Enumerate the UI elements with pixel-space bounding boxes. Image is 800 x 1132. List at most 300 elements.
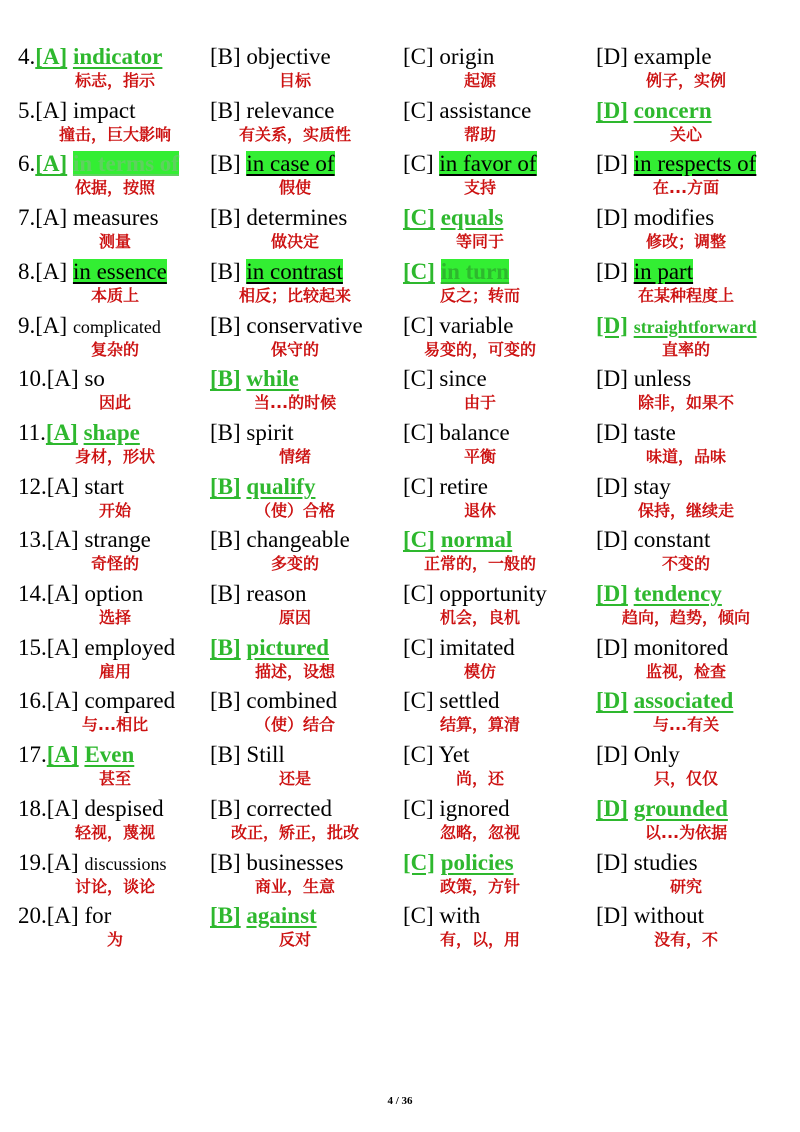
question-number: 20.	[18, 903, 47, 929]
option-word: example	[633, 44, 712, 69]
option-letter: [A]	[46, 742, 79, 768]
option-chinese-gloss: 轻视，蔑视	[74, 822, 156, 842]
option-english	[596, 311, 757, 342]
option-word: assistance	[439, 97, 532, 123]
option-chinese-gloss: 味道，品味	[645, 446, 727, 466]
option-letter: [D]	[596, 97, 628, 123]
option-english	[18, 42, 162, 72]
option-chinese-gloss: 由于	[463, 393, 497, 413]
option-chinese-gloss: 为	[106, 930, 124, 950]
option-chinese-gloss: 有关系，实质性	[238, 124, 352, 144]
question-row	[18, 794, 798, 848]
correct-answer-word: shape	[83, 419, 140, 445]
option-chinese-gloss: 保守的	[270, 339, 320, 359]
option-letter: [B]	[210, 742, 241, 768]
option-letter: [D]	[596, 849, 628, 875]
option-chinese-gloss: 机会，良机	[439, 608, 521, 627]
option-word: for	[84, 903, 112, 929]
option-english	[596, 418, 676, 448]
option-letter: [C]	[403, 903, 434, 929]
option-word: Still	[246, 742, 285, 768]
option-letter: [D]	[596, 419, 628, 445]
option-chinese-gloss: 商业，生意	[254, 876, 336, 896]
option-english	[403, 203, 503, 233]
option-english	[18, 203, 159, 233]
question-row	[18, 740, 798, 794]
option-letter: [A]	[35, 97, 68, 123]
question-number: 11.	[18, 419, 46, 445]
option-letter: [B]	[210, 849, 241, 875]
option-letter: [D]	[596, 205, 628, 231]
correct-answer-word: straightforward	[633, 316, 757, 337]
option-english	[403, 579, 547, 609]
question-row	[18, 149, 798, 203]
option-letter: [D]	[596, 688, 628, 714]
option-letter: [B]	[210, 634, 241, 660]
question-row	[18, 42, 798, 96]
option-english	[403, 472, 488, 502]
option-letter: [D]	[596, 795, 628, 821]
question-number: 9.	[18, 312, 36, 338]
option-english	[596, 364, 691, 394]
option-word: Only	[633, 742, 680, 768]
question-number: 7.	[18, 205, 36, 231]
option-chinese-gloss: 正常的，一般的	[423, 554, 537, 574]
question-number: 6.	[18, 151, 36, 177]
option-word: taste	[633, 419, 676, 445]
option-letter: [A]	[46, 634, 79, 660]
option-letter: [C]	[403, 742, 434, 768]
option-chinese-gloss: （使）合格	[254, 500, 336, 520]
option-word: unless	[633, 366, 692, 392]
option-english	[18, 311, 161, 342]
option-letter: [A]	[46, 795, 79, 821]
question-number: 12.	[18, 473, 47, 499]
option-word: compared	[84, 688, 176, 714]
option-letter: [A]	[35, 258, 68, 284]
option-english	[18, 740, 134, 770]
option-word: complicated	[72, 316, 161, 337]
option-english	[210, 472, 315, 502]
option-word: in essence	[72, 258, 167, 284]
option-letter: [C]	[403, 849, 435, 875]
option-letter: [D]	[596, 742, 628, 768]
question-row	[18, 257, 798, 311]
option-letter: [B]	[210, 581, 241, 606]
option-letter: [A]	[35, 312, 68, 338]
option-letter: [A]	[46, 473, 79, 499]
correct-answer-word: while	[246, 366, 299, 392]
option-letter: [C]	[403, 473, 434, 499]
option-letter: [B]	[210, 903, 241, 929]
option-letter: [A]	[35, 44, 68, 69]
option-letter: [C]	[403, 688, 434, 714]
option-chinese-gloss: 没有，不	[653, 930, 719, 950]
correct-answer-word: qualify	[246, 473, 316, 499]
option-word: origin	[439, 44, 495, 69]
option-english	[18, 579, 143, 609]
option-english	[403, 96, 531, 126]
option-english	[18, 901, 111, 931]
option-english	[210, 96, 335, 126]
option-word: in respects of	[633, 151, 757, 177]
option-letter: [C]	[403, 97, 434, 123]
option-chinese-gloss: 做决定	[270, 232, 320, 252]
option-english	[596, 203, 714, 233]
option-word: conservative	[246, 312, 363, 338]
option-chinese-gloss: 起源	[463, 71, 497, 90]
option-word: variable	[439, 312, 514, 338]
option-word: determines	[246, 205, 348, 231]
option-chinese-gloss: 测量	[98, 232, 132, 252]
option-word: in case of	[246, 151, 335, 177]
option-letter: [D]	[596, 634, 628, 660]
option-chinese-gloss: 情绪	[278, 446, 312, 466]
option-chinese-gloss: 反对	[278, 930, 312, 950]
option-chinese-gloss: 多变的	[270, 554, 320, 574]
option-word: constant	[633, 527, 711, 553]
option-english	[210, 525, 350, 555]
option-english	[403, 311, 514, 341]
option-chinese-gloss: 改正，矫正，批改	[230, 822, 360, 842]
option-word: objective	[246, 44, 331, 69]
option-word: measures	[72, 205, 159, 231]
correct-answer-word: in turn	[440, 258, 510, 284]
option-word: monitored	[633, 634, 729, 660]
option-chinese-gloss: 假使	[278, 178, 312, 198]
option-english	[210, 364, 299, 394]
option-word: businesses	[246, 849, 344, 875]
option-letter: [B]	[210, 795, 241, 821]
option-english	[210, 418, 294, 448]
option-chinese-gloss: 易变的，可变的	[423, 339, 537, 359]
correct-answer-word: associated	[633, 688, 734, 714]
option-chinese-gloss: 忽略，忽视	[439, 822, 521, 842]
option-letter: [D]	[596, 903, 628, 929]
question-row	[18, 525, 798, 579]
option-english	[403, 525, 512, 555]
option-letter: [B]	[210, 688, 241, 714]
question-row	[18, 901, 798, 955]
question-number: 14.	[18, 581, 47, 606]
option-english	[18, 418, 140, 448]
page-separator: /	[395, 1095, 399, 1107]
question-number: 4.	[18, 44, 36, 69]
option-chinese-gloss: 撞击，巨大影响	[58, 124, 172, 144]
option-word: balance	[439, 419, 510, 445]
question-number: 10.	[18, 366, 47, 392]
option-letter: [D]	[596, 258, 628, 284]
option-english	[596, 42, 712, 72]
question-number: 13.	[18, 527, 47, 553]
option-chinese-gloss: 除非，如果不	[637, 393, 735, 413]
question-row	[18, 686, 798, 740]
option-letter: [B]	[210, 312, 241, 338]
option-english	[403, 901, 480, 931]
option-chinese-gloss: 退休	[463, 500, 497, 520]
option-chinese-gloss: 关心	[669, 124, 703, 144]
option-english	[403, 42, 494, 72]
option-word: modifies	[633, 205, 715, 231]
option-english	[596, 901, 704, 931]
option-letter: [C]	[403, 581, 434, 606]
option-word: ignored	[439, 795, 510, 821]
option-english	[210, 848, 344, 878]
option-chinese-gloss: 与...相比	[81, 715, 149, 735]
option-chinese-gloss: 当...的时候	[253, 393, 337, 413]
option-english	[210, 42, 331, 72]
option-letter: [C]	[403, 44, 434, 69]
question-row	[18, 96, 798, 150]
option-chinese-gloss: 反之；转而	[439, 285, 521, 305]
option-word: in favor of	[439, 151, 537, 177]
option-chinese-gloss: 复杂的	[90, 339, 140, 359]
option-chinese-gloss: 保持，继续走	[637, 500, 735, 520]
option-chinese-gloss: 直率的	[661, 339, 711, 359]
option-letter: [D]	[596, 366, 628, 392]
option-letter: [A]	[45, 419, 78, 445]
page-total: 36	[401, 1095, 413, 1107]
option-letter: [A]	[46, 581, 79, 606]
option-word: employed	[84, 634, 176, 660]
option-letter: [C]	[403, 258, 435, 284]
option-letter: [A]	[46, 903, 79, 929]
option-english	[18, 686, 175, 716]
option-word: spirit	[246, 419, 294, 445]
question-number: 16.	[18, 688, 47, 714]
option-chinese-gloss: 讨论，谈论	[74, 876, 156, 896]
option-chinese-gloss: 等同于	[455, 232, 505, 252]
question-number: 15.	[18, 634, 47, 660]
option-chinese-gloss: 相反；比较起来	[238, 285, 352, 305]
option-letter: [C]	[403, 795, 434, 821]
option-word: start	[84, 473, 125, 499]
option-chinese-gloss: 模仿	[463, 661, 497, 681]
option-letter: [B]	[210, 205, 241, 231]
option-word: corrected	[246, 795, 332, 821]
option-letter: [A]	[35, 205, 68, 231]
option-english	[18, 364, 105, 394]
option-letter: [A]	[46, 688, 79, 714]
option-chinese-gloss: 平衡	[463, 446, 497, 466]
option-chinese-gloss: 结算，算清	[439, 715, 521, 735]
correct-answer-word: in terms of	[72, 151, 179, 177]
option-chinese-gloss: 研究	[669, 876, 703, 896]
option-english	[18, 257, 167, 287]
option-word: so	[84, 366, 105, 392]
option-letter: [A]	[46, 366, 79, 392]
option-letter: [C]	[403, 634, 434, 660]
option-letter: [C]	[403, 366, 434, 392]
option-letter: [D]	[596, 312, 628, 338]
option-chinese-gloss: 例子，实例	[645, 71, 727, 90]
option-word: without	[633, 903, 704, 929]
question-row	[18, 418, 798, 472]
option-word: discussions	[84, 853, 167, 874]
option-english	[596, 794, 728, 824]
option-chinese-gloss: 开始	[98, 500, 132, 520]
option-word: stay	[633, 473, 671, 499]
option-word: Yet	[438, 742, 470, 768]
option-english	[210, 901, 317, 931]
question-number: 19.	[18, 849, 47, 875]
question-row	[18, 633, 798, 687]
option-word: reason	[246, 581, 307, 606]
option-word: despised	[84, 795, 164, 821]
option-word: relevance	[246, 97, 335, 123]
question-row	[18, 203, 798, 257]
option-english	[18, 794, 164, 824]
option-english	[210, 257, 343, 287]
option-english	[210, 203, 347, 233]
option-english	[18, 472, 124, 502]
option-chinese-gloss: 选择	[98, 608, 132, 627]
option-chinese-gloss: 原因	[278, 608, 312, 627]
option-english	[596, 149, 756, 179]
option-chinese-gloss: 监视，检查	[645, 661, 727, 681]
option-letter: [A]	[46, 849, 79, 875]
option-chinese-gloss: 有，以，用	[439, 930, 521, 950]
correct-answer-word: normal	[440, 527, 513, 553]
option-english	[596, 740, 680, 770]
question-row	[18, 848, 798, 902]
option-letter: [D]	[596, 527, 628, 553]
correct-answer-word: pictured	[246, 634, 330, 660]
page-footer	[0, 1095, 800, 1107]
option-chinese-gloss: 在...方面	[652, 178, 720, 198]
option-letter: [A]	[35, 151, 68, 177]
option-english	[403, 418, 510, 448]
option-word: since	[439, 366, 487, 392]
option-chinese-gloss: 尚，还	[455, 769, 505, 789]
option-chinese-gloss: 描述，设想	[254, 661, 336, 681]
correct-answer-word: concern	[633, 97, 712, 123]
option-english	[210, 740, 285, 770]
option-letter: [B]	[210, 44, 241, 69]
option-letter: [D]	[596, 473, 628, 499]
option-chinese-gloss: 雇用	[98, 661, 132, 681]
option-english	[18, 525, 151, 555]
option-chinese-gloss: 只，仅仅	[653, 769, 719, 789]
option-english	[403, 149, 537, 179]
option-word: settled	[439, 688, 500, 714]
question-row	[18, 311, 798, 365]
option-letter: [C]	[403, 151, 434, 177]
option-chinese-gloss: 身材，形状	[74, 446, 156, 466]
option-chinese-gloss: 因此	[98, 393, 132, 413]
option-chinese-gloss: 依据，按照	[74, 178, 156, 198]
question-number: 8.	[18, 258, 36, 284]
option-chinese-gloss: 目标	[278, 71, 312, 90]
option-word: strange	[84, 527, 151, 553]
option-english	[403, 740, 469, 770]
option-letter: [B]	[210, 97, 241, 123]
option-letter: [D]	[596, 151, 628, 177]
option-chinese-gloss: 修改；调整	[645, 232, 727, 252]
option-chinese-gloss: 标志，指示	[74, 71, 156, 90]
option-chinese-gloss: 以...为依据	[644, 822, 728, 842]
option-english	[210, 686, 337, 716]
option-english	[18, 633, 175, 663]
option-english	[596, 96, 712, 126]
option-letter: [D]	[596, 581, 628, 606]
option-english	[403, 633, 515, 663]
option-english	[18, 96, 136, 126]
option-letter: [B]	[210, 473, 241, 499]
correct-answer-word: grounded	[633, 795, 728, 821]
page-number: 4	[387, 1095, 393, 1107]
option-letter: [B]	[210, 527, 241, 553]
option-chinese-gloss: 帮助	[463, 124, 497, 144]
option-english	[596, 525, 710, 555]
option-word: changeable	[246, 527, 350, 553]
option-word: impact	[72, 97, 136, 123]
correct-answer-word: against	[246, 903, 317, 929]
question-row	[18, 364, 798, 418]
option-english	[596, 848, 698, 878]
option-letter: [B]	[210, 366, 241, 392]
option-english	[596, 633, 728, 663]
option-chinese-gloss: 与...有关	[652, 715, 720, 735]
option-word: option	[84, 581, 144, 606]
option-english	[403, 848, 514, 878]
option-letter: [B]	[210, 151, 241, 177]
option-english	[403, 686, 499, 716]
question-row	[18, 579, 798, 633]
option-word: studies	[633, 849, 698, 875]
option-word: combined	[246, 688, 338, 714]
correct-answer-word: Even	[84, 742, 135, 768]
option-english	[18, 149, 179, 179]
option-english	[596, 579, 722, 609]
correct-answer-word: equals	[440, 205, 504, 231]
option-english	[596, 257, 693, 287]
option-letter: [B]	[210, 258, 241, 284]
option-english	[210, 579, 306, 609]
option-english	[210, 149, 335, 179]
option-word: with	[439, 903, 481, 929]
option-chinese-gloss: 不变的	[661, 554, 711, 574]
option-chinese-gloss: 还是	[278, 769, 312, 789]
option-english	[596, 686, 733, 716]
option-chinese-gloss: 在某种程度上	[637, 285, 735, 305]
option-english	[403, 257, 509, 287]
correct-answer-word: indicator	[72, 44, 163, 69]
option-word: in part	[633, 258, 694, 284]
option-chinese-gloss: 趋向，趋势，倾向	[621, 608, 751, 627]
option-letter: [A]	[46, 527, 79, 553]
option-english	[210, 311, 363, 341]
option-chinese-gloss: 支持	[463, 178, 497, 198]
option-letter: [D]	[596, 44, 628, 69]
option-letter: [C]	[403, 419, 434, 445]
option-letter: [C]	[403, 312, 434, 338]
option-english	[403, 794, 510, 824]
option-english	[210, 633, 329, 663]
option-chinese-gloss: （使）结合	[254, 715, 336, 735]
option-english	[18, 848, 166, 879]
option-chinese-gloss: 本质上	[90, 285, 140, 305]
correct-answer-word: policies	[440, 849, 514, 875]
option-word: opportunity	[439, 581, 547, 606]
question-number: 17.	[18, 742, 47, 768]
option-letter: [C]	[403, 527, 435, 553]
option-word: in contrast	[246, 258, 343, 284]
option-letter: [C]	[403, 205, 435, 231]
question-row	[18, 472, 798, 526]
question-number: 18.	[18, 795, 47, 821]
option-chinese-gloss: 政策，方针	[439, 876, 521, 896]
